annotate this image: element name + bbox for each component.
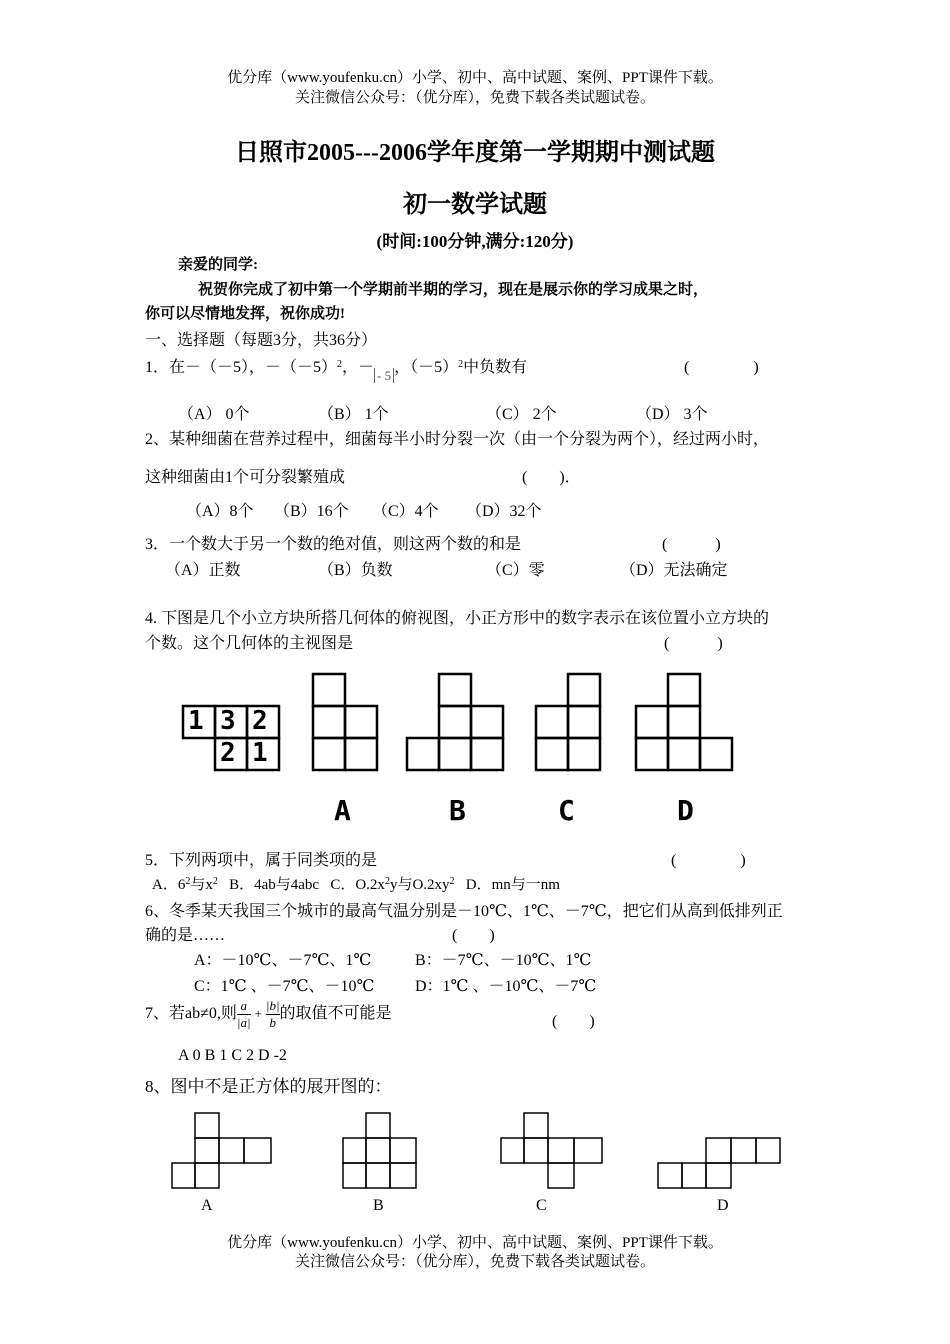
q6-option-a: A：－10℃、－7℃、1℃ (194, 952, 372, 969)
q5-option-c: C．O.2x (330, 877, 385, 893)
section-heading: 一、选择题（每题3分，共36分） (145, 332, 378, 349)
q1-exponent-2: 2 (458, 359, 464, 370)
q7-plus: + (254, 1006, 262, 1022)
q1-prefix: 1．在－（－5），－（－5） (145, 359, 338, 376)
q2-option-d: （D）32个 (466, 503, 542, 520)
q4-label-a: A (334, 794, 351, 827)
header-line-2: 关注微信公众号：（优分库），免费下载各类试题试卷。 (294, 90, 655, 106)
q2-option-a: （A）8个 (186, 503, 254, 520)
q3-option-a: （A）正数 (165, 562, 241, 579)
q4-answer-paren: ( ) (664, 635, 723, 652)
q3-option-d: （D）无法确定 (620, 562, 728, 579)
page-subtitle: 初一数学试题 (403, 192, 547, 218)
question-3: 3．一个数大于另一个数的绝对值，则这两个数的和是 (145, 536, 522, 553)
question-4-line-2: 个数。这个几何体的主视图是 (145, 635, 354, 652)
q5-option-d: D．mn与一nm (465, 877, 560, 893)
q5-c-exp: 2 (384, 876, 390, 887)
q6-option-b: B：－7℃、－10℃、1℃ (415, 952, 592, 969)
q5-options (152, 873, 560, 894)
q4-top-view-cell-4: 2 (220, 738, 236, 768)
q1-abs-value: - 5 (374, 368, 394, 383)
q5-option-c-mid: y与O.2xy (389, 877, 450, 893)
q2-option-c: （C）4个 (372, 503, 439, 520)
q4-top-view-cell-1: 1 (188, 706, 204, 736)
q1-exponent: 2 (337, 359, 343, 370)
q8-label-b: B (373, 1197, 384, 1214)
question-4-line-1: 4. 下图是几个小立方块所搭几何体的俯视图，小正方形中的数字表示在该位置小立方块的 (145, 610, 770, 627)
q8-net-c (501, 1113, 602, 1188)
greeting-line-2: 你可以尽情地发挥，祝你成功! (145, 306, 345, 322)
q3-answer-paren: ( ) (662, 536, 721, 553)
exam-info: (时间:100分钟,满分:120分) (376, 232, 574, 251)
question-6-line-1: 6、冬季某天我国三个城市的最高气温分别是－10℃、1℃、－7℃，把它们从高到低排列正 (145, 903, 783, 920)
greeting-line-1: 祝贺你完成了初中第一个学期前半期的学习，现在是展示你的学习成果之时， (198, 282, 709, 298)
q5-a-exp: 2 (185, 876, 191, 887)
q7-f2-den: b (266, 1014, 280, 1031)
q3-option-c: （C）零 (486, 562, 545, 579)
footer-line-2: 关注微信公众号：（优分库），免费下载各类试题试卷。 (294, 1254, 655, 1270)
q7-fraction-1 (237, 998, 251, 1031)
q7-options: A 0 B 1 C 2 D -2 (178, 1047, 287, 1064)
q5-option-a-mid: 与x (190, 877, 213, 893)
q3-option-b: （B）负数 (318, 562, 393, 579)
q7-fraction-2 (266, 998, 280, 1031)
q4-option-b-figure (407, 674, 503, 770)
q7-f1-den: |a| (236, 1015, 251, 1030)
q5-a-exp2: 2 (212, 876, 218, 887)
q1-mid: ，－ (342, 359, 375, 376)
question-5: 5．下列两项中，属于同类项的是 (145, 852, 378, 869)
q4-option-a-figure (313, 674, 377, 770)
q1-suffix: 中负数有 (463, 359, 528, 376)
q4-label-b: B (449, 794, 466, 827)
q5-c-exp2: 2 (449, 876, 455, 887)
footer-line-1: 优分库（www.youfenku.cn）小学、初中、高中试题、案例、PPT课件下载。 (227, 1235, 723, 1251)
question-8: 8、图中不是正方体的展开图的： (145, 1077, 392, 1096)
q1-option-a: （A） 0个 (178, 406, 250, 423)
q4-label-d: D (677, 794, 694, 827)
q6-option-d: D：1℃ 、－10℃、－7℃ (415, 978, 597, 995)
q7-prefix: 7、若ab≠0,则 (145, 1005, 237, 1023)
question-7 (145, 998, 392, 1031)
q1-option-d: （D） 3个 (636, 406, 708, 423)
greeting-salutation: 亲爱的同学: (178, 257, 258, 273)
q4-top-view-cell-5: 1 (252, 738, 268, 768)
question-6-line-2: 确的是…… (145, 927, 226, 944)
q1-option-c: （C） 2个 (486, 406, 557, 423)
q4-option-d-figure (636, 674, 732, 770)
q8-net-b (343, 1113, 416, 1188)
q7-suffix: 的取值不可能是 (279, 1005, 392, 1023)
q1-answer-paren: ( ) (684, 359, 759, 376)
q7-answer-paren: ( ) (552, 1013, 595, 1030)
q6-option-c: C：1℃ 、－7℃、－10℃ (194, 978, 375, 995)
q7-f1-num: a (240, 998, 247, 1013)
q4-top-view-cell-3: 2 (252, 706, 268, 736)
q2-option-b: （B）16个 (274, 503, 349, 520)
q7-f2-num: |b| (265, 998, 280, 1013)
q2-answer-paren: ( )． (522, 469, 581, 486)
page-title: 日照市2005---2006学年度第一学期期中测试题 (235, 140, 715, 166)
question-2-line-2: 这种细菌由1个可分裂繁殖成 (145, 469, 346, 486)
q4-label-c: C (558, 794, 575, 827)
q8-label-c: C (536, 1197, 547, 1214)
header-line-1: 优分库（www.youfenku.cn）小学、初中、高中试题、案例、PPT课件下载。 (227, 70, 723, 86)
q4-option-c-figure (536, 674, 600, 770)
q8-net-a (172, 1113, 271, 1188)
q5-option-a: A．6 (152, 877, 186, 893)
q1-option-b: （B） 1个 (318, 406, 389, 423)
q5-option-b: B．4ab与4abc (229, 877, 320, 893)
q4-top-view-cell-2: 3 (220, 706, 236, 736)
q6-answer-paren: ( ) (452, 927, 495, 944)
q8-label-d: D (717, 1197, 729, 1214)
q1-mid2: ，（－5） (394, 359, 459, 376)
q8-net-d (658, 1138, 780, 1188)
q5-answer-paren: ( ) (671, 852, 746, 869)
question-2-line-1: 2、某种细菌在营养过程中，细菌每半小时分裂一次（由一个分裂为两个），经过两小时， (145, 431, 770, 448)
q8-label-a: A (201, 1197, 213, 1214)
